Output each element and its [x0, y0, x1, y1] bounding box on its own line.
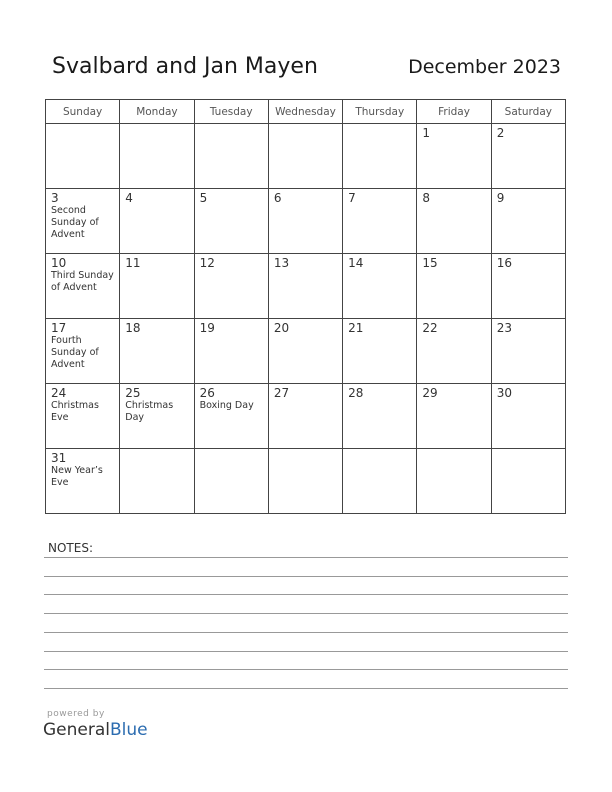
day-number: 2 — [496, 126, 505, 140]
day-cell — [417, 124, 491, 189]
day-number: 10 — [51, 256, 67, 270]
holiday-label: Christmas Eve — [51, 400, 99, 423]
weekday-header: Saturday — [491, 100, 565, 124]
notes-label: NOTES: — [48, 541, 93, 555]
day-number: 5 — [199, 191, 208, 205]
day-cell — [417, 254, 491, 319]
holiday-label: Christmas Day — [125, 400, 174, 423]
day-cell — [268, 384, 342, 449]
day-cell — [417, 319, 491, 384]
day-number: 17 — [51, 321, 67, 335]
powered-by-text: powered by — [47, 709, 105, 719]
day-cell — [343, 384, 417, 449]
day-number: 18 — [125, 321, 141, 335]
day-cell — [343, 124, 417, 189]
day-cell — [491, 449, 565, 514]
weekday-header: Monday — [120, 100, 194, 124]
day-number: 21 — [348, 321, 364, 335]
day-cell — [491, 124, 565, 189]
day-cell — [343, 319, 417, 384]
day-cell — [417, 449, 491, 514]
holiday-label: Second Sunday of Advent — [51, 205, 99, 240]
day-cell — [417, 384, 491, 449]
day-number: 24 — [51, 386, 67, 400]
day-number: 22 — [422, 321, 438, 335]
day-number: 7 — [348, 191, 356, 205]
day-cell — [194, 254, 268, 319]
day-number: 9 — [496, 191, 505, 205]
day-number: 30 — [496, 386, 512, 400]
day-cell — [120, 189, 194, 254]
weekday-header: Wednesday — [268, 100, 342, 124]
day-number: 3 — [51, 191, 59, 205]
day-cell — [194, 124, 268, 189]
day-number: 27 — [273, 386, 290, 400]
day-number: 19 — [199, 321, 215, 335]
day-cell — [343, 189, 417, 254]
logo-blue-text: Blue — [110, 720, 148, 740]
day-number: 28 — [348, 386, 364, 400]
week-row — [46, 449, 566, 514]
day-cell — [194, 319, 268, 384]
notes-line — [44, 613, 568, 614]
day-cell — [46, 189, 120, 254]
day-cell — [120, 384, 194, 449]
weekday-header: Thursday — [343, 100, 417, 124]
day-cell — [46, 449, 120, 514]
week-row — [46, 189, 566, 254]
day-cell — [120, 319, 194, 384]
day-number: 15 — [422, 256, 438, 270]
day-number: 26 — [199, 386, 215, 400]
day-cell — [343, 449, 417, 514]
day-number: 6 — [273, 191, 282, 205]
week-row — [46, 124, 566, 189]
notes-line — [44, 669, 568, 670]
notes-line — [44, 688, 568, 689]
day-number: 11 — [125, 256, 141, 270]
holiday-label: Third Sunday of Advent — [51, 270, 114, 293]
day-number: 16 — [496, 256, 512, 270]
weekday-header: Friday — [417, 100, 491, 124]
notes-line — [44, 594, 568, 595]
day-cell — [268, 189, 342, 254]
day-number: 29 — [422, 386, 438, 400]
day-cell — [46, 124, 120, 189]
day-number: 8 — [422, 191, 431, 205]
calendar-month: December 2023 — [408, 56, 561, 78]
holiday-label: New Year’s Eve — [51, 465, 103, 488]
day-cell — [46, 319, 120, 384]
day-cell — [268, 124, 342, 189]
logo-general-text: General — [43, 720, 110, 740]
day-number: 14 — [348, 256, 364, 270]
day-cell — [343, 254, 417, 319]
week-row — [46, 384, 566, 449]
day-cell — [194, 384, 268, 449]
day-cell — [491, 319, 565, 384]
day-cell — [46, 384, 120, 449]
weekday-header-row — [46, 100, 566, 124]
weekday-header: Tuesday — [194, 100, 268, 124]
day-cell — [194, 189, 268, 254]
notes-line — [44, 576, 568, 577]
calendar-grid — [45, 99, 566, 514]
day-number: 25 — [125, 386, 141, 400]
week-row — [46, 254, 566, 319]
day-cell — [491, 384, 565, 449]
day-number: 23 — [496, 321, 512, 335]
day-cell — [491, 189, 565, 254]
day-cell — [268, 254, 342, 319]
weekday-header: Sunday — [46, 100, 120, 124]
notes-line — [44, 651, 568, 652]
day-number: 1 — [422, 126, 431, 140]
day-cell — [120, 124, 194, 189]
holiday-label: Fourth Sunday of Advent — [51, 335, 99, 370]
day-number: 13 — [273, 256, 290, 270]
day-number: 20 — [273, 321, 290, 335]
day-cell — [46, 254, 120, 319]
holiday-label: Boxing Day — [199, 400, 254, 411]
week-row — [46, 319, 566, 384]
day-cell — [194, 449, 268, 514]
day-cell — [491, 254, 565, 319]
day-cell — [417, 189, 491, 254]
day-number: 31 — [51, 451, 67, 465]
day-cell — [120, 449, 194, 514]
notes-line — [44, 632, 568, 633]
day-cell — [120, 254, 194, 319]
generalblue-logo[interactable] — [43, 720, 148, 740]
calendar-title: Svalbard and Jan Mayen — [52, 54, 318, 79]
day-cell — [268, 319, 342, 384]
day-number: 12 — [199, 256, 215, 270]
day-number: 4 — [125, 191, 133, 205]
day-cell — [268, 449, 342, 514]
notes-line — [44, 557, 568, 558]
